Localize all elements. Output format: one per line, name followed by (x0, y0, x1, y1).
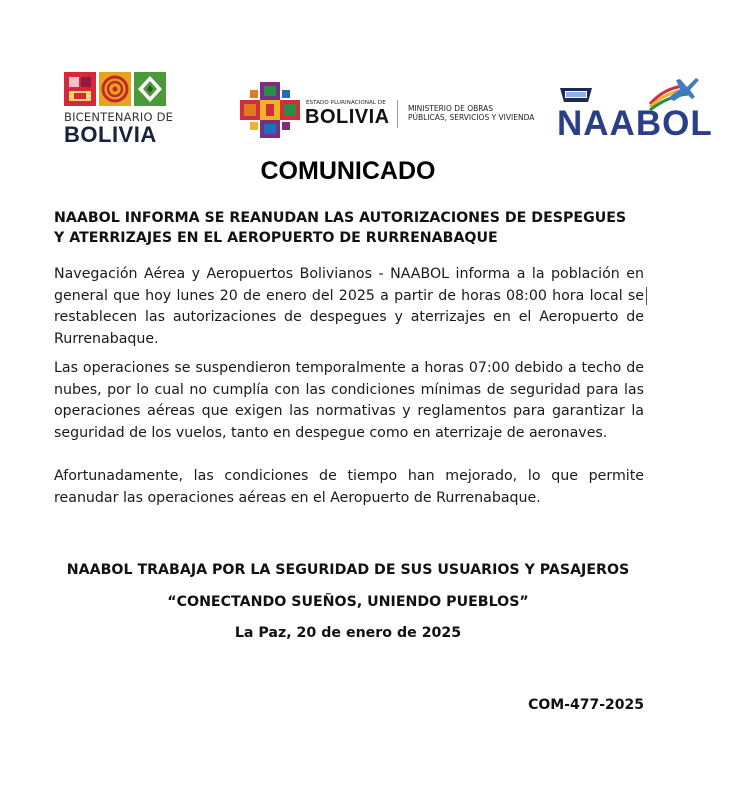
headline-line1: NAABOL INFORMA SE REANUDAN LAS AUTORIZACIONES DE DESPEGUES (54, 210, 627, 226)
bicentenario-red-square (64, 72, 96, 106)
chakana-emblem-icon (240, 82, 300, 138)
header-logos (0, 70, 754, 150)
slogan: “CONECTANDO SUEÑOS, UNIENDO PUEBLOS” (167, 594, 529, 610)
ministry-line1: MINISTERIO DE OBRAS (408, 104, 494, 113)
airplane-icon (666, 74, 700, 102)
paragraph-1: Navegación Aérea y Aeropuertos Bolivianos - NAABOL informa a la población en general que hoy lunes 20 de enero del 2025 a partir de horas 08:00 hora local se restablecen las autorizaciones de despegues y aterrizajes en el Aeropuerto de Rurrenabaque. (54, 266, 644, 347)
naabol-logo (554, 74, 714, 144)
estado-plurinacional-logo (240, 82, 550, 142)
paragraph-2: Las operaciones se suspendieron temporalmente a horas 07:00 debido a techo de nubes, por lo cual no cumplía con las condiciones mínimas de seguridad para las operaciones aéreas que exigen las normativas y reglamentos para garantizar la seguridad de los vuelos, tanto en despegue como en aterrizaje de aeronaves. (54, 360, 644, 441)
paragraph-3: Afortunadamente, las condiciones de tiempo han mejorado, lo que permite reanudar las operaciones aéreas en el Aeropuerto de Rurrenabaque. (54, 468, 644, 506)
bicentenario-orange-spiral (99, 72, 131, 106)
bicentenario-line2: BOLIVIA (64, 122, 157, 147)
logo-divider (397, 100, 398, 128)
bicentenario-line1: BICENTENARIO DE (64, 110, 174, 124)
page-title: COMUNICADO (260, 157, 436, 185)
closing-statement: NAABOL TRABAJA POR LA SEGURIDAD DE SUS USUARIOS Y PASAJEROS (66, 562, 630, 578)
headline (54, 208, 654, 248)
text-cursor (646, 287, 647, 305)
document-code: COM-477-2025 (528, 697, 644, 713)
headline-line2: Y ATERRIZAJES EN EL AEROPUERTO DE RURRENABAQUE (54, 230, 498, 246)
estado-bolivia-text: BOLIVIA (305, 106, 390, 128)
ministry-line2: PÚBLICAS, SERVICIOS Y VIVIENDA (408, 113, 535, 122)
estado-small-text: ESTADO PLURINACIONAL DE (306, 100, 386, 106)
place-date: La Paz, 20 de enero de 2025 (234, 625, 462, 641)
naabol-wordmark: NAABOL (557, 104, 713, 143)
ministry-text (408, 104, 534, 122)
bicentenario-logo (64, 72, 174, 146)
bicentenario-green-square (134, 72, 166, 106)
bicentenario-emblem (64, 72, 174, 106)
